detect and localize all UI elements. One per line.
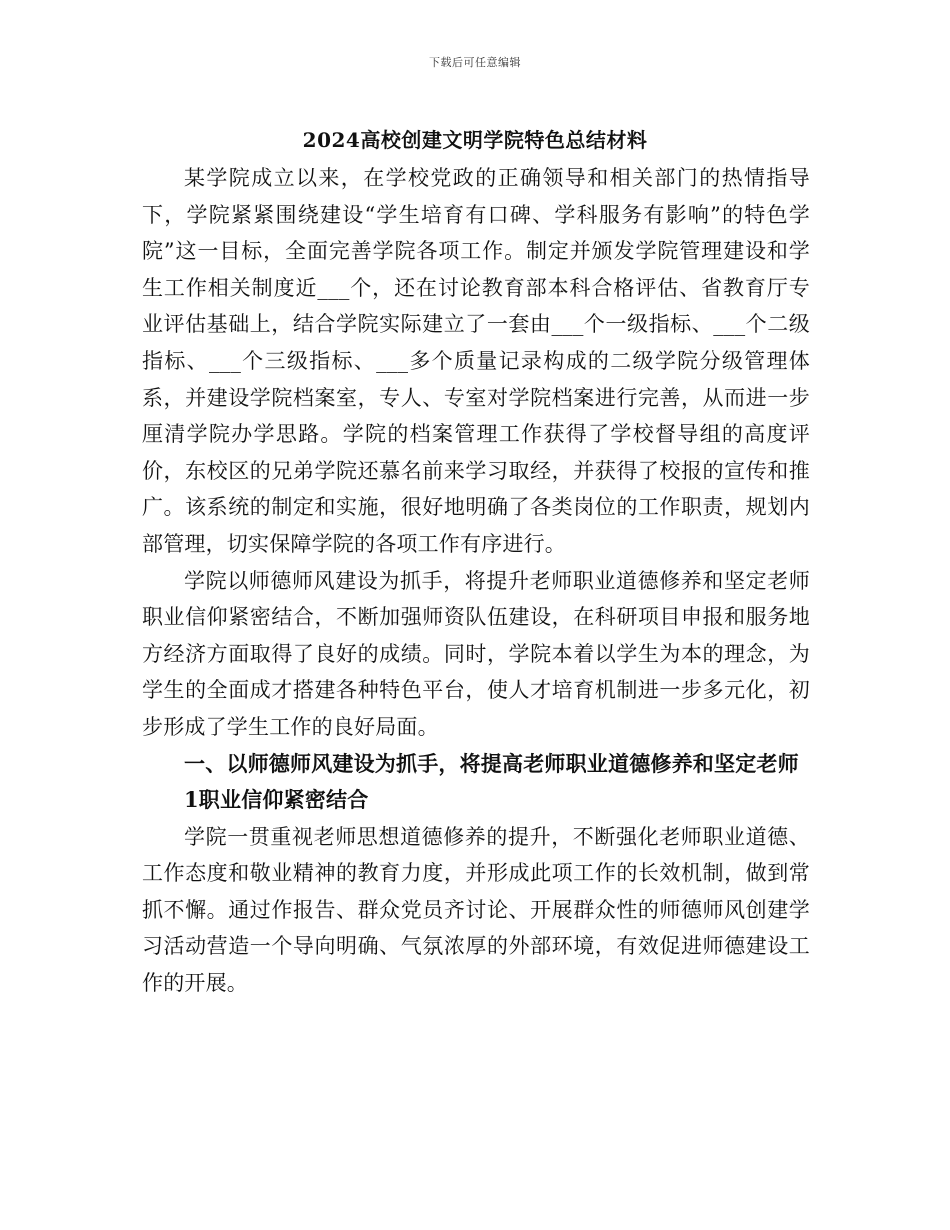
header-note: 下载后可任意编辑 <box>429 56 521 69</box>
paragraph-1: 某学院成立以来，在学校党政的正确领导和相关部门的热情指导下，学院紧紧围绕建设“学生培育有口碑、学科服务有影响”的特色学院”这一目标，全面完善学院各项工作。制定并颁发学院管理建设和学生工作相关制度近___个，还在讨论教育部本科合格评估、省教育厅专业评估基础上，结合学院实际建立了一套由___个一级指标、___个二级指标、___个三级指标、___多个质量记录构成的二级学院分级管理体系，并建设学院档案室，专人、专室对学院档案进行完善，从而进一步厘清学院办学思路。学院的档案管理工作获得了学校督导组的高度评价，东校区的兄弟学院还慕名前来学习取经，并获得了校报的宣传和推广。该系统的制定和实施，很好地明确了各类岗位的工作职责，规划内部管理，切实保障学院的各项工作有序进行。 <box>142 166 810 556</box>
document-body <box>142 160 810 1002</box>
subsection-heading: 1职业信仰紧密结合 <box>184 787 369 813</box>
document-title: 2024高校创建文明学院特色总结材料 <box>302 128 648 152</box>
section-heading: 一、以师德师风建设为抓手，将提高老师职业道德修养和坚定老师 <box>184 750 799 776</box>
paragraph-3: 学院一贯重视老师思想道德修养的提升，不断强化老师职业道德、工作态度和敬业精神的教育力度，并形成此项工作的长效机制，做到常抓不懈。通过作报告、群众党员齐讨论、开展群众性的师德师风创建学习活动营造一个导向明确、气氛浓厚的外部环境，有效促进师德建设工作的开展。 <box>142 824 810 996</box>
paragraph-2: 学院以师德师风建设为抓手，将提升老师职业道德修养和坚定老师职业信仰紧密结合，不断加强师资队伍建设，在科研项目申报和服务地方经济方面取得了良好的成绩。同时，学院本着以学生为本的理念，为学生的全面成才搭建各种特色平台，使人才培育机制进一步多元化，初步形成了学生工作的良好局面。 <box>142 568 810 739</box>
